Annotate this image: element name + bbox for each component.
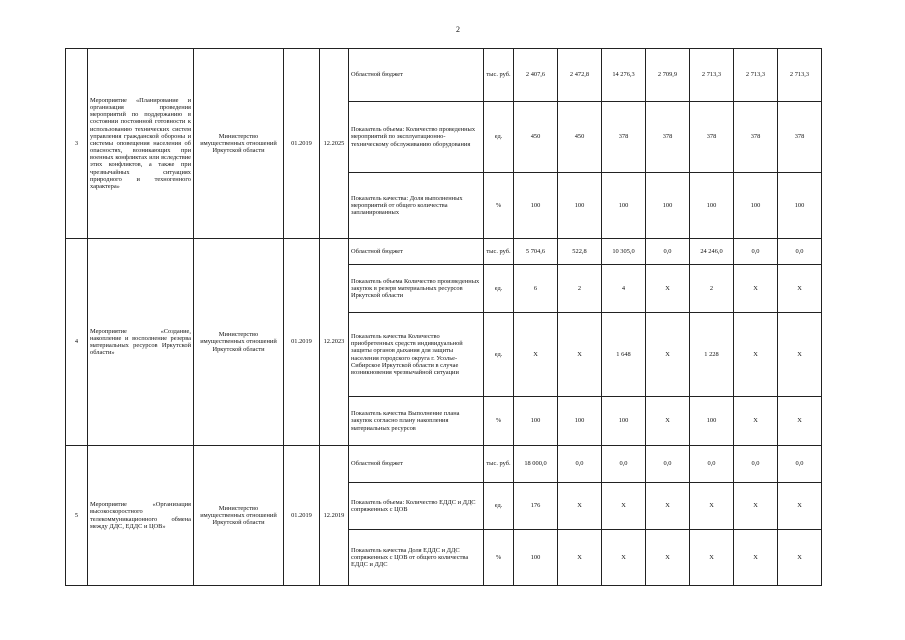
source-or-indicator: Показатель объема Количество произведенных закупок в резерв материальных ресурсов Иркутской области (349, 265, 484, 313)
value-cell: 0,0 (734, 446, 778, 483)
value-cell: 100 (646, 173, 690, 239)
unit: тыс. руб. (484, 49, 514, 102)
source-or-indicator: Показатель объема: Количество проведенных мероприятий по эксплуатационно-техническому обслуживанию оборудования (349, 102, 484, 173)
measure-name: Мероприятие «Планирование и организация проведения мероприятий по поддержанию в состоянии постоянной готовности к использованию технических систем управления гражданской обороны и системы оповещения населения об опасностях, возникающих при военных конфликтах или вследствие этих конфликтов, а также при чрезвычайных ситуациях природного и техногенного характера» (88, 49, 194, 239)
value-cell: 100 (514, 530, 558, 586)
value-cell: 100 (734, 173, 778, 239)
measure-name: Мероприятие «Организация высокоскоростного телекоммуникационного обмена между ДДС, ЕДДС и ЦОВ» (88, 446, 194, 586)
unit: % (484, 173, 514, 239)
end-date: 12.2019 (320, 446, 349, 586)
value-cell: 100 (602, 397, 646, 446)
value-cell: X (734, 530, 778, 586)
value-cell: X (778, 313, 822, 397)
value-cell: X (646, 483, 690, 530)
source-or-indicator: Областной бюджет (349, 239, 484, 265)
value-cell: X (646, 397, 690, 446)
value-cell: X (602, 530, 646, 586)
value-cell: 450 (514, 102, 558, 173)
value-cell: 2 709,9 (646, 49, 690, 102)
value-cell: X (734, 313, 778, 397)
end-date: 12.2023 (320, 239, 349, 446)
value-cell: 0,0 (690, 446, 734, 483)
start-date: 01.2019 (284, 49, 320, 239)
value-cell: X (558, 313, 602, 397)
value-cell: 0,0 (778, 446, 822, 483)
value-cell: X (646, 530, 690, 586)
program-measures-table (65, 48, 822, 586)
row-number: 4 (66, 239, 88, 446)
value-cell: X (734, 265, 778, 313)
value-cell: 378 (690, 102, 734, 173)
unit: тыс. руб. (484, 446, 514, 483)
value-cell: 176 (514, 483, 558, 530)
value-cell: X (734, 483, 778, 530)
end-date: 12.2025 (320, 49, 349, 239)
value-cell: X (646, 313, 690, 397)
value-cell: 5 704,6 (514, 239, 558, 265)
value-cell: X (778, 397, 822, 446)
unit: тыс. руб. (484, 239, 514, 265)
unit: ед. (484, 102, 514, 173)
value-cell: 14 276,3 (602, 49, 646, 102)
value-cell: 378 (734, 102, 778, 173)
value-cell: 450 (558, 102, 602, 173)
table-row (66, 239, 822, 265)
value-cell: 1 648 (602, 313, 646, 397)
value-cell: 378 (778, 102, 822, 173)
value-cell: X (602, 483, 646, 530)
value-cell: 100 (558, 173, 602, 239)
value-cell: 378 (602, 102, 646, 173)
value-cell: X (778, 483, 822, 530)
table-row (66, 49, 822, 102)
value-cell: 2 472,8 (558, 49, 602, 102)
value-cell: 100 (602, 173, 646, 239)
value-cell: X (558, 483, 602, 530)
value-cell: X (690, 483, 734, 530)
value-cell: X (558, 530, 602, 586)
value-cell: 100 (778, 173, 822, 239)
value-cell: 6 (514, 265, 558, 313)
source-or-indicator: Показатель качества Количество приобретенных средств индивидуальной защиты органов дыхания для защиты населения городского округа г. Усолье-Сибирское Иркутской области в случае возникновения чрезвычайной ситуации (349, 313, 484, 397)
source-or-indicator: Показатель объема: Количество ЕДДС и ДДС сопряженных с ЦОВ (349, 483, 484, 530)
value-cell: 100 (690, 397, 734, 446)
value-cell: X (734, 397, 778, 446)
source-or-indicator: Областной бюджет (349, 446, 484, 483)
value-cell: 2 407,6 (514, 49, 558, 102)
source-or-indicator: Областной бюджет (349, 49, 484, 102)
value-cell: 100 (558, 397, 602, 446)
value-cell: 2 713,3 (734, 49, 778, 102)
value-cell: 378 (646, 102, 690, 173)
value-cell: X (690, 530, 734, 586)
value-cell: 0,0 (558, 446, 602, 483)
value-cell: 0,0 (646, 239, 690, 265)
row-number: 5 (66, 446, 88, 586)
value-cell: 2 (558, 265, 602, 313)
value-cell: 4 (602, 265, 646, 313)
unit: % (484, 397, 514, 446)
executor: Министерство имущественных отношений Иркутской области (194, 239, 284, 446)
executor: Министерство имущественных отношений Иркутской области (194, 446, 284, 586)
value-cell: 10 305,0 (602, 239, 646, 265)
source-or-indicator: Показатель качества: Доля выполненных мероприятий от общего количества запланированных (349, 173, 484, 239)
unit: ед. (484, 313, 514, 397)
value-cell: 0,0 (602, 446, 646, 483)
value-cell: 100 (514, 397, 558, 446)
value-cell: X (514, 313, 558, 397)
unit: % (484, 530, 514, 586)
table-row (66, 446, 822, 483)
source-or-indicator: Показатель качества Выполнение плана закупок согласно плану накопления материальных ресурсов (349, 397, 484, 446)
value-cell: 100 (514, 173, 558, 239)
source-or-indicator: Показатель качества Доля ЕДДС и ДДС сопряженных с ЦОВ от общего количества ЕДДС и ДДС (349, 530, 484, 586)
value-cell: 24 246,0 (690, 239, 734, 265)
value-cell: X (778, 530, 822, 586)
value-cell: 1 228 (690, 313, 734, 397)
value-cell: 100 (690, 173, 734, 239)
measure-name: Мероприятие «Создание, накопление и восполнение резерва материальных ресурсов Иркутской области» (88, 239, 194, 446)
unit: ед. (484, 265, 514, 313)
value-cell: 0,0 (734, 239, 778, 265)
value-cell: 522,8 (558, 239, 602, 265)
value-cell: 0,0 (646, 446, 690, 483)
value-cell: 2 (690, 265, 734, 313)
value-cell: X (778, 265, 822, 313)
value-cell: 2 713,3 (690, 49, 734, 102)
value-cell: 2 713,3 (778, 49, 822, 102)
row-number: 3 (66, 49, 88, 239)
page-number: 2 (456, 25, 460, 34)
value-cell: X (646, 265, 690, 313)
unit: ед. (484, 483, 514, 530)
value-cell: 18 000,0 (514, 446, 558, 483)
value-cell: 0,0 (778, 239, 822, 265)
executor: Министерство имущественных отношений Иркутской области (194, 49, 284, 239)
start-date: 01.2019 (284, 239, 320, 446)
start-date: 01.2019 (284, 446, 320, 586)
